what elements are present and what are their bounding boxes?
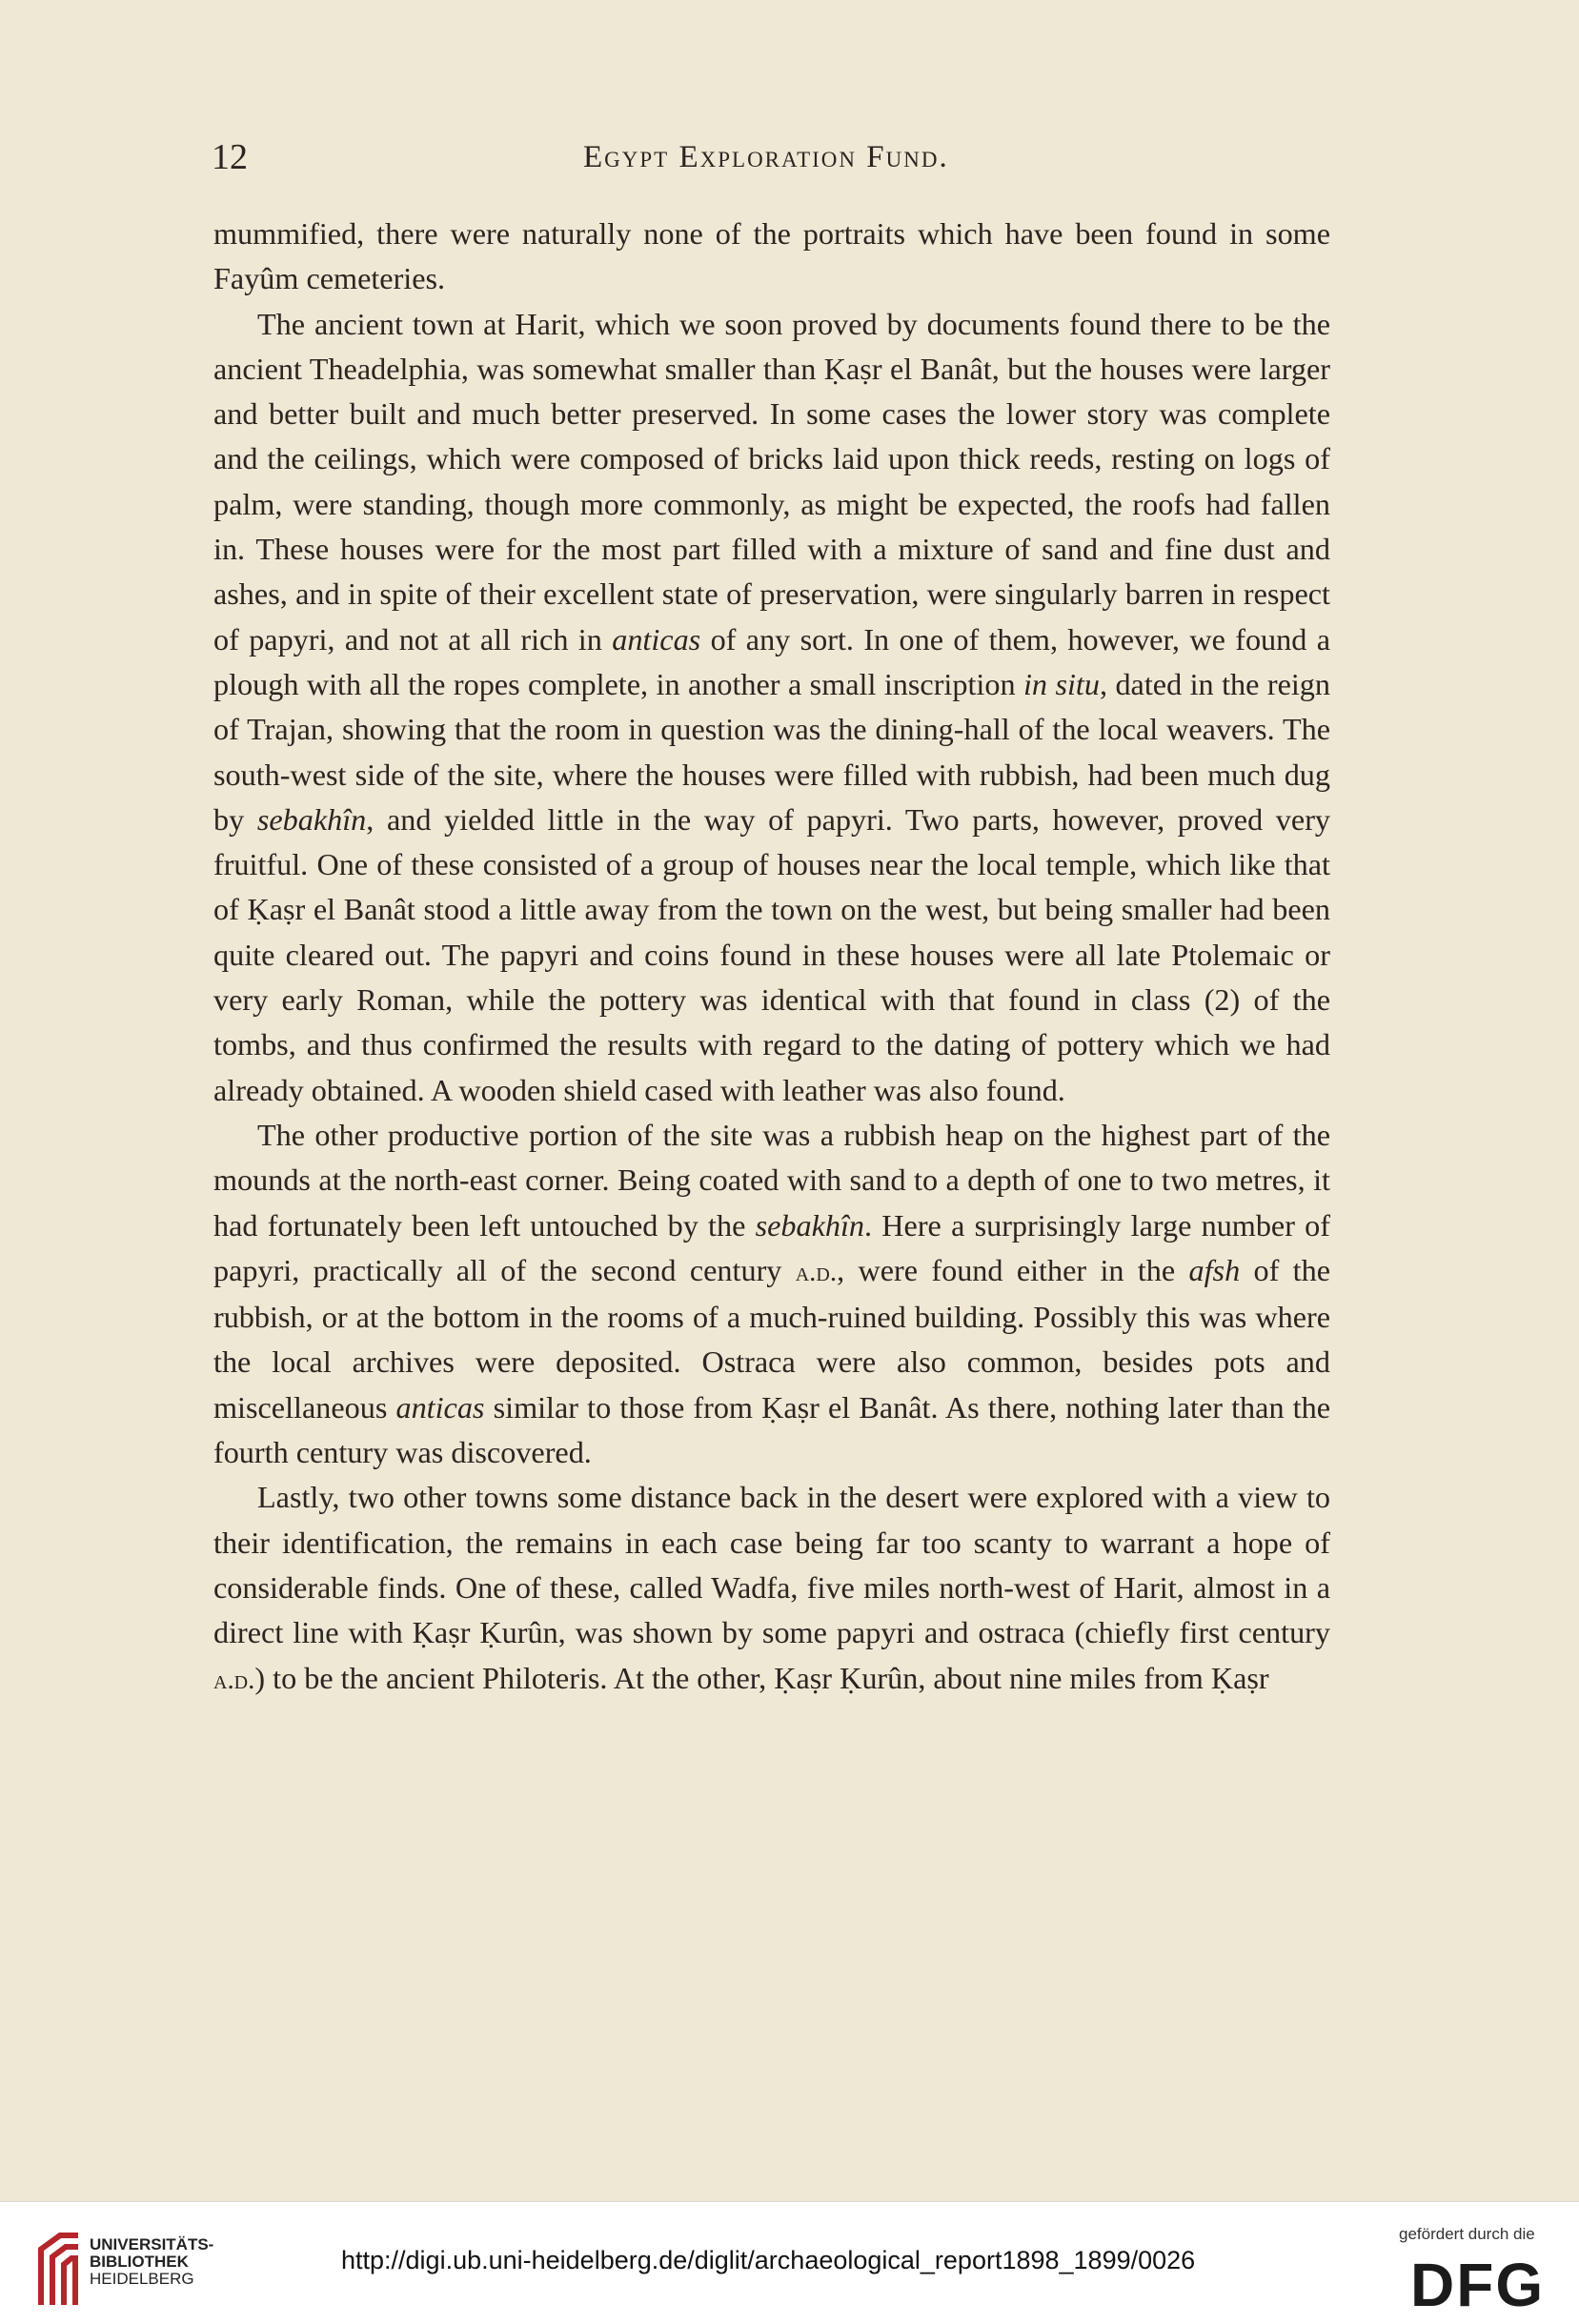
text-run: , and yielded little in the way of papyri. Two parts, however, proved very fruitful. One of these consisted of a group of houses near the local temple, which like that of Ḳaṣr el Banât stood a little away from the town on the west, but being smaller had been quite cleared out. The papyri and coins found in these houses were all late Ptolemaic or very early Roman, while the pottery was identical with that found in class (2) of the tombs, and thus confirmed the results with regard to the dating of pottery which we had already obtained. A wooden shield cased with leather was also found. [213, 801, 1331, 1107]
permalink-url[interactable]: http://digi.ub.uni-heidelberg.de/diglit/archaeological_report1898_1899/0026 [341, 2246, 1196, 2274]
text-run: Lastly, two other towns some distance back in the desert were explored with a view to their identification, the remains in each case being far too scanty to warrant a hope of considerable finds. One of these, called Wadfa, five miles north-west of Harit, almost in a direct line with Ḳaṣr Ḳurûn, was shown by some papyri and ostraca (chiefly first century [213, 1480, 1330, 1650]
paragraph-2 [213, 302, 1330, 1113]
university-library-logo-icon [34, 2229, 82, 2309]
small-caps-era: a.d. [795, 1256, 838, 1287]
library-line-1: UNIVERSITÄTS- [90, 2235, 214, 2253]
library-name [90, 2236, 213, 2288]
funding-caption: gefördert durch die [1399, 2225, 1535, 2243]
page-number: 12 [212, 137, 248, 177]
text-run: mummified, there were naturally none of the portraits which have been found in some Fayûm cemeteries. [213, 216, 1330, 296]
text-run: , dated in the reign of Trajan, showing that the room in question was the dining-hall of the local weavers. The south-west side of the site, where the houses were filled with rubbish, had been much dug by [213, 666, 1330, 837]
small-caps-era: a.d. [213, 1664, 255, 1695]
text-run: similar to those from Ḳaṣr el Banât. As there, nothing later than the fourth century was discovered. [213, 1389, 1330, 1470]
italic-term: anticas [612, 621, 701, 657]
dfg-logo: DFG [1410, 2251, 1546, 2319]
text-run: The other productive portion of the site was a rubbish heap on the highest part of the mounds at the north-east corner. Being coated with sand to a depth of one to two metres, it had fortunately been left untouched by the [213, 1117, 1330, 1243]
text-run: of any sort. In one of them, however, we found a plough with all the ropes complete, in another a small inscription [213, 621, 1330, 701]
italic-term: in situ [1022, 666, 1100, 701]
text-run: The ancient town at Harit, which we soon proved by documents found there to be the ancient Theadelphia, was somewhat smaller than Ḳaṣr el Banât, but the houses were larger and better built and much better preserved. In some cases the lower story was complete and the ceilings, which were composed of bricks laid upon thick reeds, resting on logs of palm, were standing, though more commonly, as might be expected, the roofs had fallen in. These houses were for the most part filled with a mixture of sand and fine dust and ashes, and in spite of their excellent state of preservation, were singularly barren in respect of papyri, and not at all rich in [213, 306, 1330, 657]
body-text [213, 212, 1330, 1703]
digitization-footer [0, 2201, 1579, 2324]
text-run: , were found either in the [837, 1252, 1189, 1287]
paragraph-3 [213, 1113, 1330, 1475]
running-title: Egypt Exploration Fund. [583, 140, 949, 174]
running-head [0, 133, 1579, 181]
text-run: ) to be the ancient Philoteris. At the other, Ḳaṣr Ḳurûn, about nine miles from Ḳaṣr [254, 1660, 1269, 1695]
paragraph-4 [213, 1475, 1330, 1702]
italic-term: afsh [1188, 1252, 1241, 1287]
paragraph-1 [213, 212, 1330, 302]
italic-term: sebakhîn [755, 1207, 865, 1243]
library-line-3: HEIDELBERG [90, 2270, 194, 2288]
text-run: of the rubbish, or at the bottom in the rooms of a much-ruined building. Possibly this was where the local archives were deposited. Ostraca were also common, besides pots and miscellaneous [213, 1252, 1330, 1425]
library-line-2: BIBLIOTHEK [90, 2253, 189, 2271]
text-run: . Here a surprisingly large number of papyri, practically all of the second century [213, 1207, 1330, 1287]
italic-term: sebakhîn [256, 801, 367, 837]
italic-term: anticas [395, 1389, 485, 1425]
